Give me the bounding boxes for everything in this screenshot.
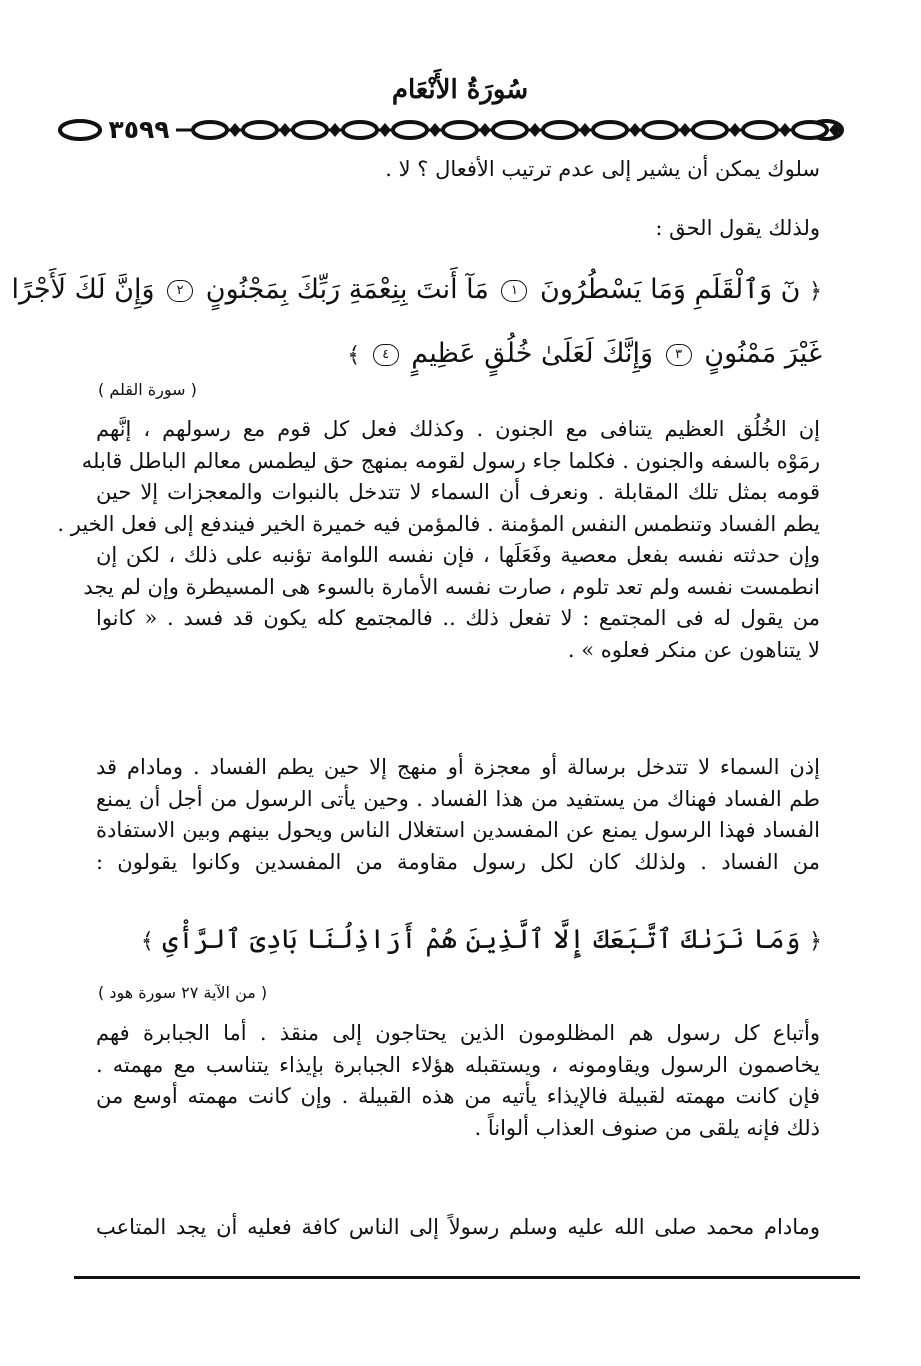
text-line: فإن كانت مهمته لقبيلة فالإيذاء يأتيه من هذه القبيلة . وإن كانت مهمته أوسع من	[96, 1084, 820, 1108]
border-link	[243, 122, 277, 138]
border-link	[443, 122, 477, 138]
border-diamond	[779, 123, 791, 137]
text-line: لا يتناهون عن منكر فعلوه » .	[567, 637, 820, 662]
paragraph-4	[96, 752, 820, 878]
border-cap-left	[60, 121, 100, 139]
border-link	[743, 122, 777, 138]
border-link	[393, 122, 427, 138]
border-diamond	[429, 123, 441, 137]
verse-close-bracket: ﴾	[140, 929, 154, 954]
border-link	[543, 122, 577, 138]
paragraph-3	[57, 414, 820, 666]
text-line: سلوك يمكن أن يشير إلى عدم ترتيب الأفعال ؟ لا .	[385, 157, 820, 181]
border-link	[293, 122, 327, 138]
text-line: طم الفساد فهناك من يستفيد من هذا الفساد . وحين يأتى الرسول من أجل أن يمنع	[96, 786, 820, 811]
text-line: من يقول له فى المجتمع : لا تفعل ذلك .. فالمجتمع كله يكون قد فسد . « كانوا	[96, 606, 820, 630]
text-line: الفساد فهذا الرسول يمنع عن المفسدين استغلال الناس ويحول بينهم وبين الاستفادة	[96, 818, 820, 842]
text-line: قومه بمثل تلك المقابلة . ونعرف أن السماء لا تتدخل بالنبوات والمعجزات إلا حين	[96, 480, 820, 504]
citation-surah-hud: ( من الآية ٢٧ سورة هود )	[98, 983, 268, 1002]
text-line: رمَوْه بالسفه والجنون . فكلما جاء رسول لقومه بمنهج حق ليطمس معالم الباطل قابله	[81, 448, 820, 473]
paragraph-2	[96, 213, 820, 245]
border-diamond	[329, 123, 341, 137]
border-link	[693, 122, 727, 138]
paragraph-5	[96, 1018, 820, 1144]
text-line: ولذلك يقول الحق :	[655, 216, 820, 240]
verse-line-2	[92, 322, 822, 386]
verse-text: مَآ أَنتَ بِنِعْمَةِ رَبِّكَ بِمَجْنُونٍ	[205, 274, 489, 305]
border-diamond	[279, 123, 291, 137]
ayah-number-marker: ٢	[167, 280, 193, 302]
verse-line-1	[11, 258, 822, 322]
border-diamond	[679, 123, 691, 137]
footer-rule	[74, 1276, 860, 1279]
border-diamond	[629, 123, 641, 137]
border-link	[493, 122, 527, 138]
text-line: من الفساد . ولذلك كان لكل رسول مقاومة من المفسدين وكانوا يقولون :	[96, 849, 820, 874]
border-diamond	[229, 123, 241, 137]
text-line: إذن السماء لا تتدخل برسالة أو معجزة أو منهج إلا حين يطم الفساد . ومادام قد	[96, 755, 820, 779]
verse-text: نٓ وَٱلْقَلَمِ وَمَا يَسْطُرُونَ	[540, 274, 801, 305]
border-link	[193, 122, 227, 138]
border-diamond	[379, 123, 391, 137]
border-link	[343, 122, 377, 138]
paragraph-1	[96, 154, 820, 186]
text-line: يطم الفساد وتنطمس النفس المؤمنة . فالمؤمن فيه خميرة الخير فيندفع إلى فعل الخير .	[57, 511, 820, 536]
verse-text: وَمَا نَرَىٰكَ ٱتَّبَعَكَ إِلَّا ٱلَّذِينَ هُمْ أَرَاذِلُنَا بَادِىَ ٱلرَّأْىِ	[162, 924, 801, 955]
ayah-number-marker: ٤	[373, 344, 399, 366]
border-link	[643, 122, 677, 138]
border-diamond	[529, 123, 541, 137]
verse-text: وَإِنَّكَ لَعَلَىٰ خُلُقٍ عَظِيمٍ	[411, 338, 654, 369]
text-line: وأتباع كل رسول هم المظلومون الذين يحتاجون إلى منقذ . أما الجبابرة فهم	[96, 1021, 820, 1045]
verse-line	[92, 908, 822, 972]
text-line: يخاصمون الرسول ويقاومونه ، ويستقبله هؤلاء الجبابرة بإيذاء يتناسب مع مهمته .	[96, 1052, 820, 1077]
text-line: انطمست نفسه ولم تعد تلوم ، صارت نفسه الأمارة بالسوء هى المسيطرة وإن لم يجد	[83, 574, 820, 599]
border-diamond	[479, 123, 491, 137]
running-head-surah-title: سُورَةُ الأَنْعَام	[391, 75, 529, 105]
quran-verse-hud	[92, 908, 822, 972]
verse-text: غَيْرَ مَمْنُونٍ	[704, 338, 822, 369]
citation-surah-al-qalam: ( سورة القلم )	[98, 380, 197, 399]
verse-open-bracket: ﴿	[809, 279, 822, 304]
page-number: ٣٥٩٩	[102, 113, 176, 147]
border-link	[793, 122, 827, 138]
paragraph-6	[96, 1212, 820, 1244]
text-line: ذلك فإنه يلقى من صنوف العذاب ألواناً .	[474, 1115, 820, 1140]
ayah-number-marker: ١	[501, 280, 527, 302]
text-line: وإن حدثته نفسه بفعل معصية وفَعَلَها ، فإن نفسه اللوامة تؤنبه على ذلك ، لكن إن	[96, 543, 820, 567]
quran-verse-al-qalam	[11, 258, 822, 386]
ayah-number-marker: ٣	[666, 344, 692, 366]
verse-close-bracket: ﴾	[347, 343, 361, 368]
text-line: ومادام محمد صلى الله عليه وسلم رسولاً إلى الناس كافة فعليه أن يجد المتاعب	[96, 1215, 820, 1239]
verse-open-bracket: ﴿	[809, 929, 822, 954]
border-diamond	[579, 123, 591, 137]
text-line: إن الخُلُق العظيم يتنافى مع الجنون . وكذلك فعل كل قوم مع رسولهم ، إنَّهم	[96, 417, 820, 441]
border-link	[593, 122, 627, 138]
verse-text: وَإِنَّ لَكَ لَأَجْرًا	[11, 274, 155, 305]
border-diamond	[729, 123, 741, 137]
